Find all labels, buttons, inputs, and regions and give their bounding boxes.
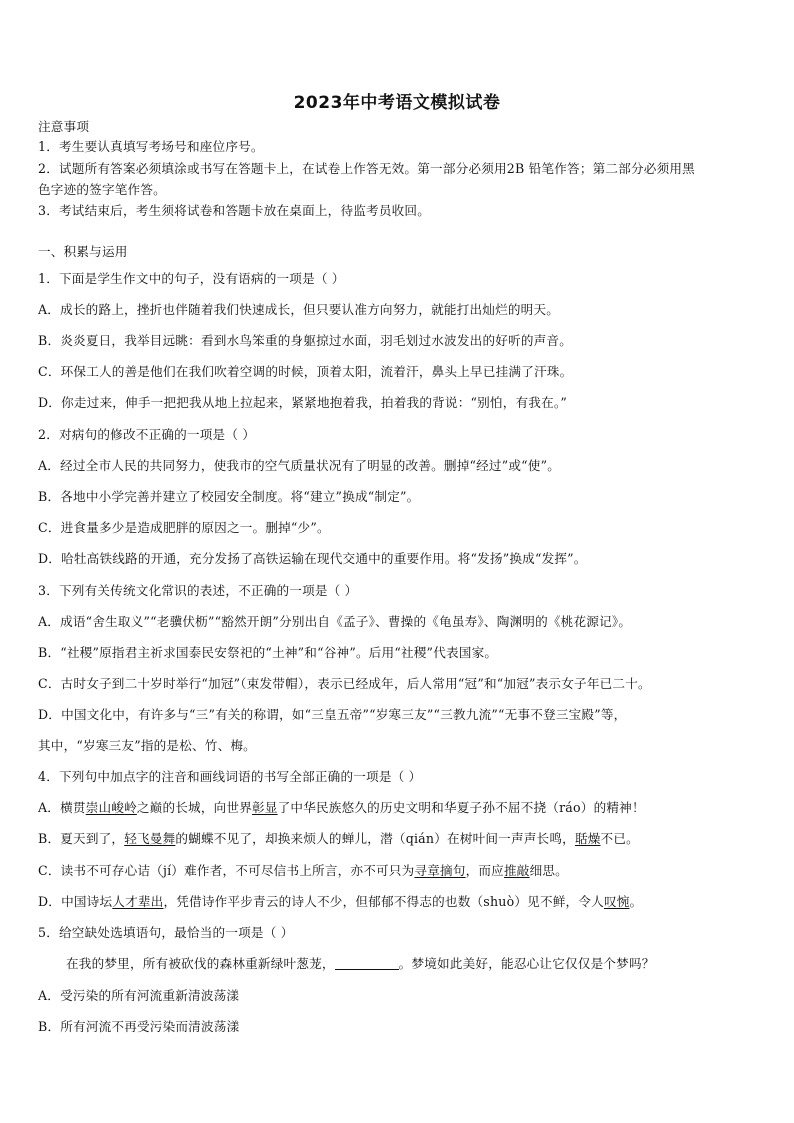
option-text: ，而应 xyxy=(465,863,504,878)
notice-heading: 注意事项 xyxy=(38,119,90,134)
answer-option xyxy=(38,800,645,816)
question-stem: 1．下面是学生作文中的句子，没有语病的一项是（ ） xyxy=(38,271,345,286)
answer-option xyxy=(38,831,639,847)
answer-option: D．你走过来，伸手一把把我从地上拉起来，紧紧地抱着我，拍着我的背说：“别怕，有我在。” xyxy=(38,395,568,410)
option-text: A．横贯 xyxy=(38,800,86,815)
answer-option: A．成长的路上，挫折也伴随着我们快速成长，但只要认准方向努力，就能打出灿烂的明天。 xyxy=(38,302,560,317)
notice-item: 2．试题所有答案必须填涂或书写在答题卡上，在试卷上作答无效。第一部分必须用2B 铅笔作答；第二部分必须用黑 xyxy=(38,161,695,176)
underlined-phrase: 彰显 xyxy=(252,800,278,815)
answer-option: A．受污染的所有河流重新清波荡漾 xyxy=(38,988,240,1003)
notice-item: 3．考试结束后，考生须将试卷和答题卡放在桌面上，待监考员收回。 xyxy=(38,203,431,218)
answer-option xyxy=(38,863,568,879)
answer-option-continued: 其中，“岁寒三友”指的是松、竹、梅。 xyxy=(38,738,256,753)
answer-option: B．“社稷”原指君主祈求国泰民安祭祀的“土神”和“谷神”。后用“社稷”代表国家。 xyxy=(38,645,498,660)
option-text: 细思。 xyxy=(529,863,568,878)
answer-option: C．环保工人的善是他们在我们吹着空调的时候，顶着太阳，流着汗，鼻头上早已挂满了汗珠。 xyxy=(38,364,573,379)
passage-text: 。梦境如此美好，能忍心让它仅仅是个梦吗？ xyxy=(398,956,655,971)
underlined-phrase: 推敲 xyxy=(503,863,530,878)
exam-title: 2023年中考语文模拟试卷 xyxy=(293,93,501,113)
option-text: 的蝴蝶不见了，却换来烦人的蝉儿，潜（qián）在树叶间一声声长鸣， xyxy=(175,831,575,846)
option-text: C．读书不可存心诘（jí）难作者，不可尽信书上所言，亦不可只为 xyxy=(38,863,415,878)
answer-option: B．炎炎夏日，我举目远眺：看到水鸟笨重的身躯掠过水面，羽毛划过水波发出的好听的声音。 xyxy=(38,333,572,348)
question-stem: 4．下列句中加点字的注音和画线词语的书写全部正确的一项是（ ） xyxy=(38,769,422,784)
answer-option: D．哈牡高铁线路的开通，充分发扬了高铁运输在现代交通中的重要作用。将“发扬”换成“发挥”。 xyxy=(38,551,587,566)
question-stem: 2．对病句的修改不正确的一项是（ ） xyxy=(38,427,256,442)
answer-option: A．成语“舍生取义”“老骥伏枥”“豁然开朗”分别出自《孟子》、曹操的《龟虽寿》、陶渊明的《桃花源记》。 xyxy=(38,614,632,629)
passage-line xyxy=(66,956,655,972)
answer-option: B．各地中小学完善并建立了校园安全制度。将“建立”换成“制定”。 xyxy=(38,489,420,504)
fill-blank xyxy=(335,957,399,970)
section-heading: 一、积累与运用 xyxy=(38,244,128,259)
option-text: 了中华民族悠久的历史文明和华夏子孙不屈不挠（ráo）的精神！ xyxy=(277,800,645,815)
option-text: 不已。 xyxy=(600,831,639,846)
notice-item: 色字迹的签字笔作答。 xyxy=(38,182,166,197)
answer-option: D．中国文化中，有许多与“三”有关的称谓，如“三皇五帝”“岁寒三友”“三教九流”“无事不登三宝殿”等， xyxy=(38,707,627,722)
underlined-phrase: 轻飞曼舞 xyxy=(124,831,176,846)
passage-text: 在我的梦里，所有被砍伐的森林重新绿叶葱茏， xyxy=(66,956,335,971)
answer-option: B．所有河流不再受污染而清波荡漾 xyxy=(38,1019,240,1034)
question-stem: 3．下列有关传统文化常识的表述，不正确的一项是（ ） xyxy=(38,583,358,598)
option-text: B．夏天到了， xyxy=(38,831,125,846)
underlined-phrase: 人才辈出 xyxy=(112,894,164,909)
option-text: 。 xyxy=(629,894,643,909)
option-text: 之巅的长城，向世界 xyxy=(136,800,253,815)
answer-option: C．古时女子到二十岁时举行“加冠”（束发带帽），表示已经成年，后人常用“冠”和“加冠”表示女子年已二十。 xyxy=(38,676,651,691)
underlined-phrase: 聒燥 xyxy=(574,831,601,846)
answer-option: C．进食量多少是造成肥胖的原因之一。删掉“少”。 xyxy=(38,520,330,535)
option-text: ，凭借诗作平步青云的诗人不少，但郁郁不得志的也数（shuò）见不鲜，令人 xyxy=(163,894,604,909)
option-text: D．中国诗坛 xyxy=(38,894,113,909)
notice-item: 1．考生要认真填写考场号和座位序号。 xyxy=(38,139,264,154)
underlined-phrase: 崇山峻岭 xyxy=(85,800,137,815)
underlined-phrase: 寻章摘句 xyxy=(414,863,466,878)
question-stem: 5．给空缺处选填语句，最恰当的一项是（ ） xyxy=(38,925,294,940)
answer-option xyxy=(38,894,642,910)
answer-option: A．经过全市人民的共同努力，使我市的空气质量状况有了明显的改善。删掉“经过”或“使”。 xyxy=(38,458,561,473)
underlined-phrase: 叹惋 xyxy=(603,894,630,909)
